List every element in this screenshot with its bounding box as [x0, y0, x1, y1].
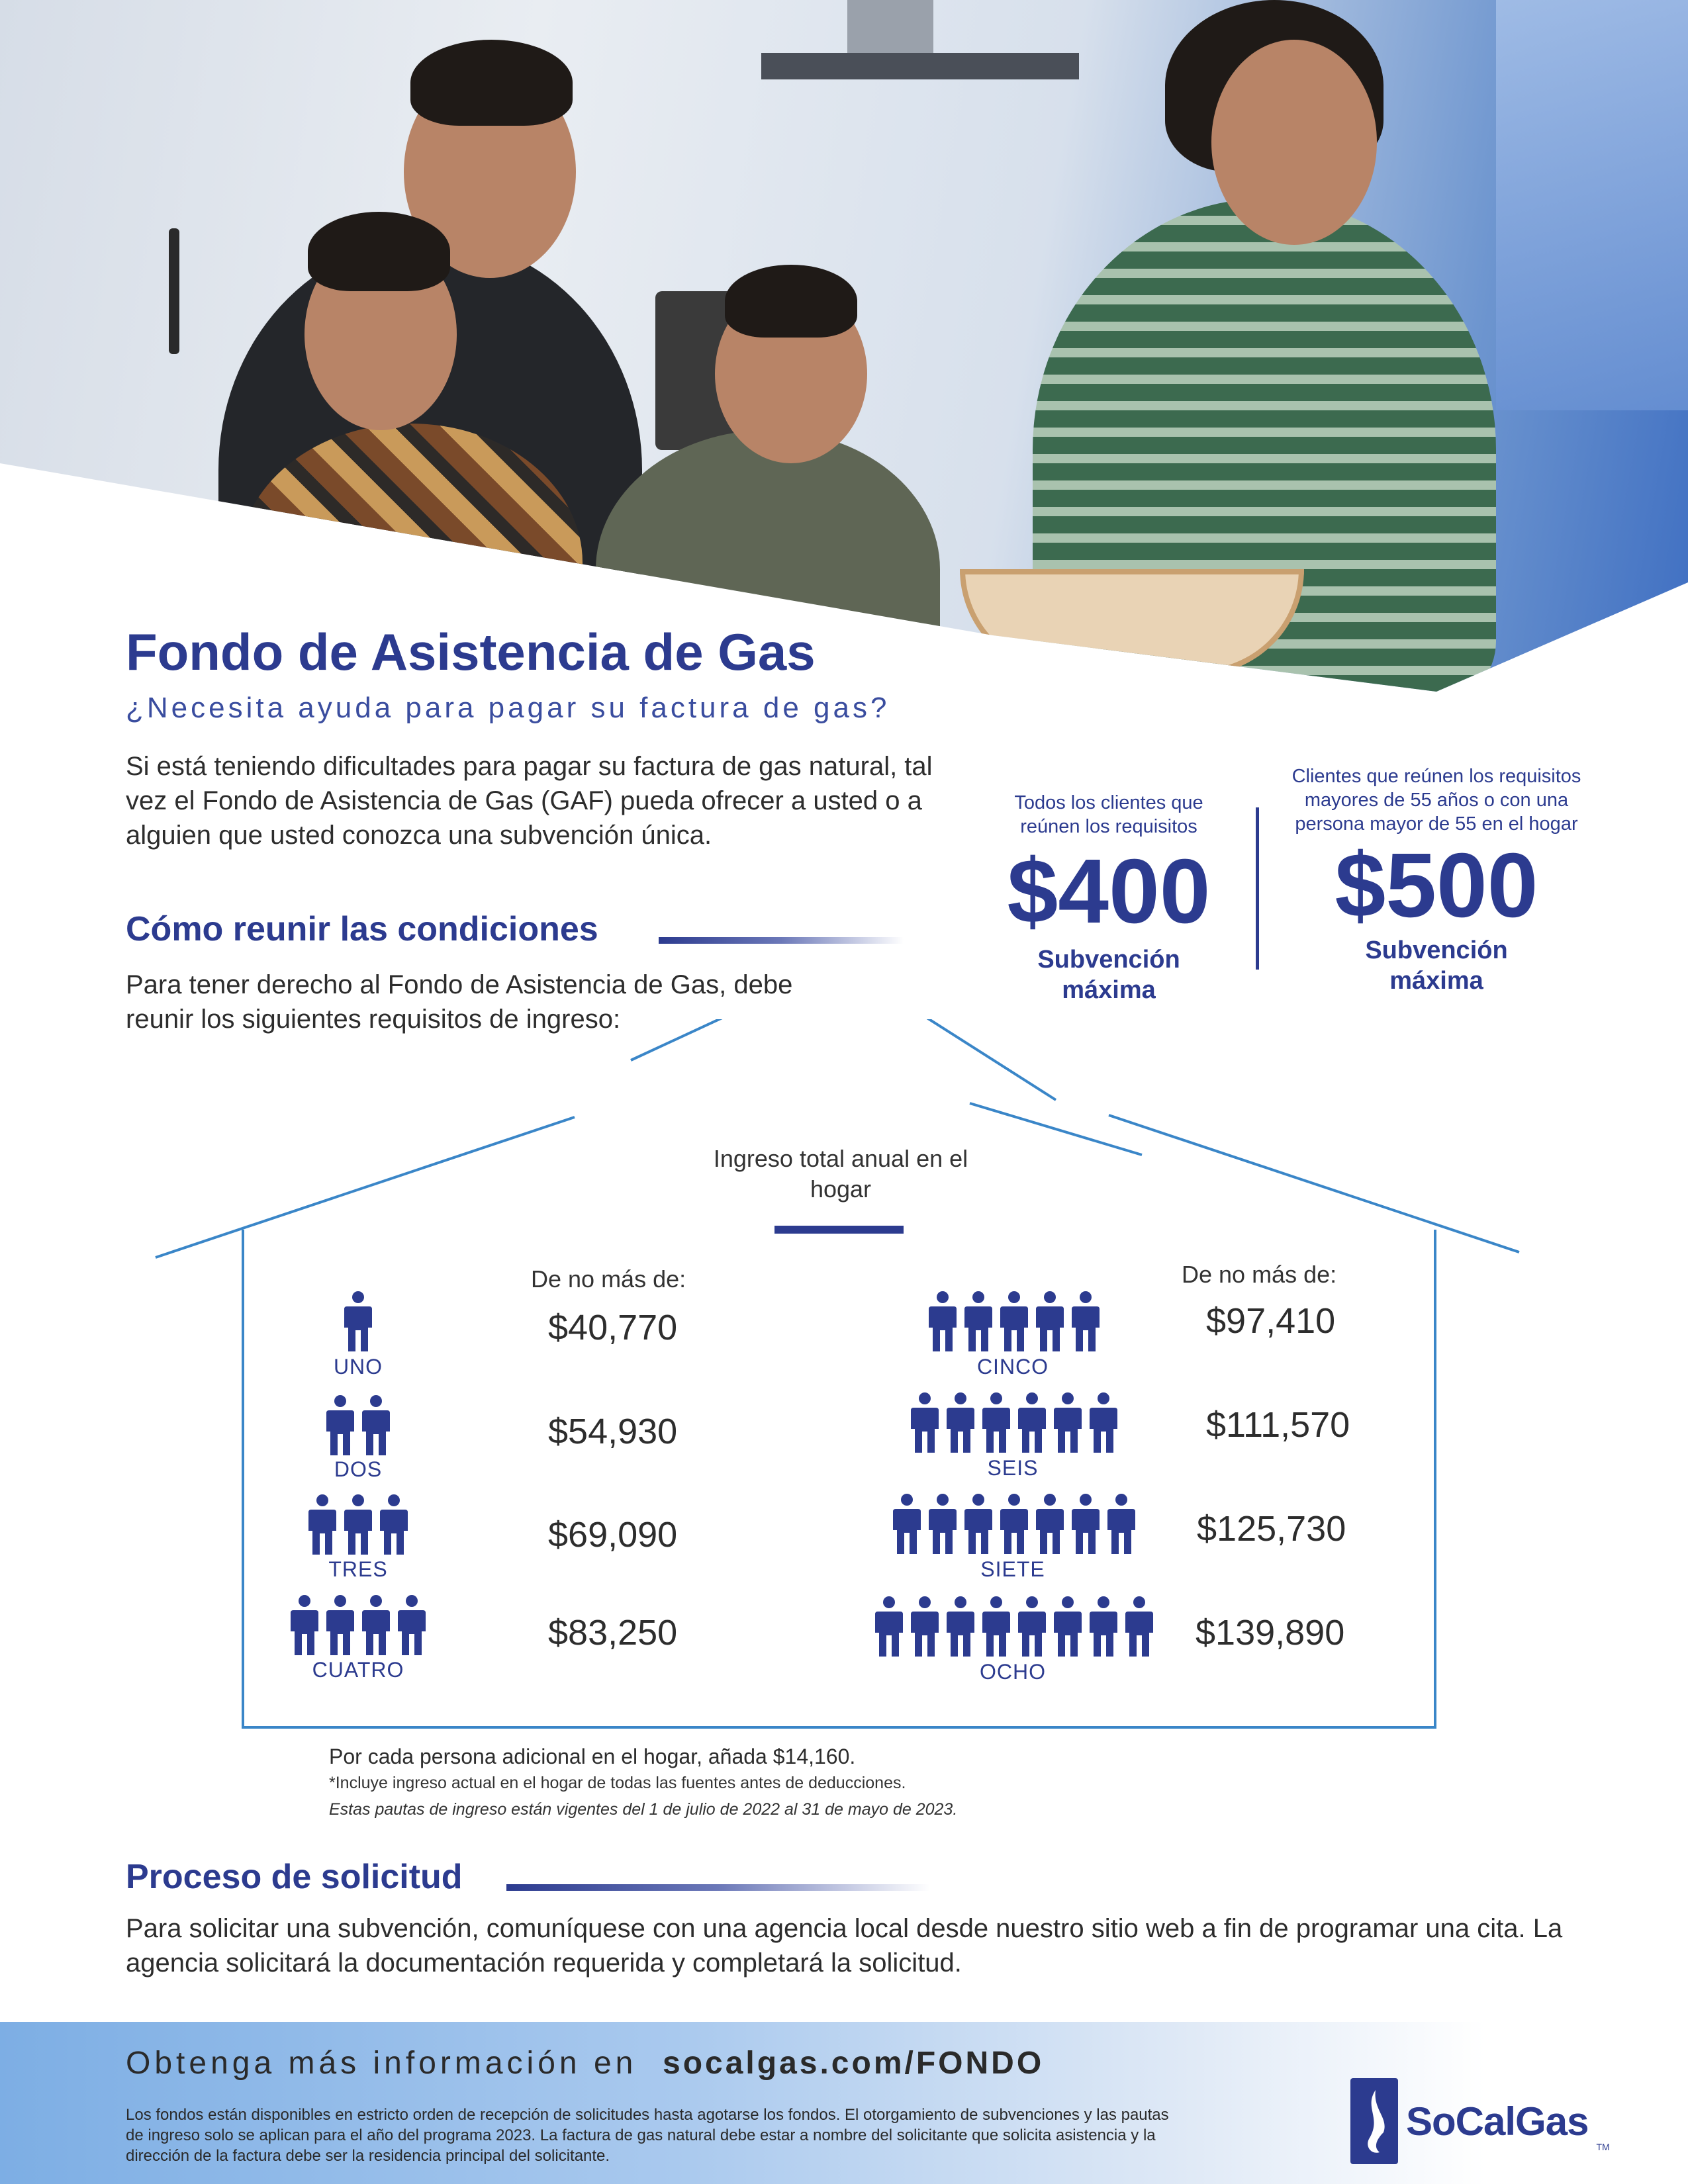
person-icon: [1106, 1493, 1137, 1554]
range-hood: [847, 0, 933, 56]
person-icon: [397, 1594, 427, 1655]
additional-person-note: Por cada persona adicional en el hogar, añada $14,160.: [329, 1745, 856, 1768]
father-hair: [410, 40, 573, 126]
right-column-heading: De no más de:: [1182, 1261, 1337, 1288]
table-heading: Ingreso total anual en el hogar: [713, 1145, 968, 1203]
household-5-label: CINCO: [976, 1355, 1049, 1379]
person-icon: [343, 1291, 373, 1351]
cooking-pot: [960, 569, 1304, 675]
grant-senior-caption: Subvención máxima: [1365, 936, 1508, 995]
person-icon: [963, 1493, 994, 1554]
income-footnote: *Incluye ingreso actual en el hogar de todas las fuentes antes de deducciones.: [329, 1774, 906, 1792]
person-icon: [1017, 1392, 1047, 1453]
person-icon: [945, 1596, 976, 1657]
grant-standard: [973, 791, 1244, 1005]
roof-peak-right: [841, 1019, 1056, 1100]
person-icon: [963, 1291, 994, 1351]
mother-head: [1211, 40, 1377, 245]
person-icon: [1088, 1596, 1119, 1657]
person-icon: [1070, 1291, 1101, 1351]
grant-divider: [1256, 807, 1259, 970]
person-icon: [361, 1394, 391, 1455]
more-info-line: [126, 2045, 1044, 2081]
logo-trademark: TM: [1596, 2142, 1610, 2152]
person-icon: [1088, 1392, 1119, 1453]
boy-plaid-hair: [308, 212, 450, 291]
eligibility-text: Para tener derecho al Fondo de Asistencia de Gas, debe reunir los siguientes requisitos de ingreso:: [126, 970, 793, 1034]
person-icon: [1053, 1596, 1083, 1657]
household-1-icons: [343, 1291, 373, 1351]
person-icon: [289, 1594, 320, 1655]
person-icon: [1035, 1493, 1065, 1554]
grant-senior-amount: $500: [1335, 835, 1538, 936]
person-icon: [1017, 1596, 1047, 1657]
grant-senior-label: Clientes que reúnen los requisitos mayores de 55 años o con una persona mayor de 55 en el hogar: [1291, 766, 1581, 835]
household-7-limit: $125,730: [1197, 1509, 1346, 1549]
household-3-limit: $69,090: [548, 1515, 678, 1555]
flame-logo-icon: [1350, 2078, 1398, 2164]
household-2-icons: [325, 1394, 391, 1455]
kitchen-window: [1496, 0, 1688, 410]
person-icon: [325, 1394, 355, 1455]
person-icon: [981, 1596, 1011, 1657]
grant-standard-amount: $400: [1007, 841, 1211, 942]
person-icon: [981, 1392, 1011, 1453]
person-icon: [379, 1494, 409, 1555]
household-6-icons: [910, 1392, 1119, 1453]
roof-peak-left: [631, 1019, 841, 1060]
person-icon: [910, 1596, 940, 1657]
cabinet-handle: [169, 228, 179, 354]
grant-standard-label: Todos los clientes que reúnen los requisitos: [1014, 792, 1203, 837]
person-icon: [910, 1392, 940, 1453]
person-icon: [361, 1594, 391, 1655]
person-icon: [892, 1493, 922, 1554]
household-1-label: UNO: [333, 1355, 383, 1379]
household-8-limit: $139,890: [1196, 1613, 1345, 1653]
validity-dates-note: Estas pautas de ingreso están vigentes del 1 de julio de 2022 al 31 de mayo de 2023.: [329, 1800, 958, 1819]
person-icon: [927, 1493, 958, 1554]
logo-wordmark: SoCalGas: [1406, 2099, 1589, 2144]
person-icon: [874, 1596, 904, 1657]
household-3-label: TRES: [328, 1557, 388, 1581]
program-url-link[interactable]: socalgas.com/FONDO: [663, 2046, 1045, 2081]
person-icon: [1070, 1493, 1101, 1554]
household-6-label: SEIS: [987, 1456, 1039, 1480]
person-icon: [999, 1291, 1029, 1351]
household-7-label: SIETE: [980, 1557, 1045, 1581]
hero-photo: [0, 0, 1688, 695]
eligibility-heading-rule: [659, 937, 904, 944]
household-5-icons: [927, 1291, 1101, 1351]
process-text: Para solicitar una subvención, comuníquese con una agencia local desde nuestro sitio web a fin de programar una cita. La agencia solicitará la documentación requerida y completará la solicitud.: [126, 1914, 1563, 1978]
person-icon: [307, 1494, 338, 1555]
person-icon: [1035, 1291, 1065, 1351]
household-6-limit: $111,570: [1206, 1405, 1350, 1445]
eligibility-heading: Cómo reunir las condiciones: [126, 910, 598, 948]
grant-senior: [1274, 764, 1599, 996]
socalgas-logo: [1350, 2078, 1610, 2164]
house-outline: [0, 1019, 1688, 1747]
person-icon: [1124, 1596, 1154, 1657]
person-icon: [999, 1493, 1029, 1554]
boy-green-hair: [725, 265, 857, 338]
left-column-heading: De no más de:: [531, 1265, 686, 1293]
roof-left-line: [156, 1117, 575, 1257]
roof-right-line: [1109, 1115, 1519, 1252]
household-4-limit: $83,250: [548, 1613, 678, 1653]
process-heading-rule: [506, 1884, 930, 1891]
person-icon: [325, 1594, 355, 1655]
person-icon: [343, 1494, 373, 1555]
household-5-limit: $97,410: [1206, 1301, 1336, 1341]
process-heading: Proceso de solicitud: [126, 1858, 463, 1896]
household-3-icons: [307, 1494, 409, 1555]
person-icon: [1053, 1392, 1083, 1453]
household-4-label: CUATRO: [312, 1658, 404, 1682]
household-4-icons: [289, 1594, 427, 1655]
grant-standard-caption: Subvención máxima: [1037, 946, 1180, 1004]
intro-paragraph: Si está teniendo dificultades para pagar su factura de gas natural, tal vez el Fondo de Asistencia de Gas (GAF) pueda ofrecer a usted o a alguien que usted conozca una subvención única.: [126, 752, 933, 850]
more-info-text: Obtenga más información en: [126, 2046, 637, 2081]
household-7-icons: [892, 1493, 1137, 1554]
person-icon: [945, 1392, 976, 1453]
household-8-label: OCHO: [980, 1660, 1046, 1684]
page-subtitle: ¿Necesita ayuda para pagar su factura de gas?: [126, 692, 890, 724]
page-title: Fondo de Asistencia de Gas: [126, 623, 816, 681]
table-heading-bar: [774, 1226, 904, 1234]
household-8-icons: [874, 1596, 1154, 1657]
range-hood-base: [761, 53, 1079, 79]
household-1-limit: $40,770: [548, 1308, 678, 1347]
household-2-label: DOS: [334, 1457, 383, 1481]
person-icon: [927, 1291, 958, 1351]
disclaimer-text: Los fondos están disponibles en estricto orden de recepción de solicitudes hasta agotarse los fondos. El otorgamiento de subvenciones y las pautas de ingreso solo se aplican para el año del programa 2023. La factura de gas natural debe estar a nombre del solicitante que solicita asistencia y la dirección de la factura debe ser la residencia principal del solicitante.: [126, 2106, 1169, 2165]
household-2-limit: $54,930: [548, 1412, 678, 1451]
